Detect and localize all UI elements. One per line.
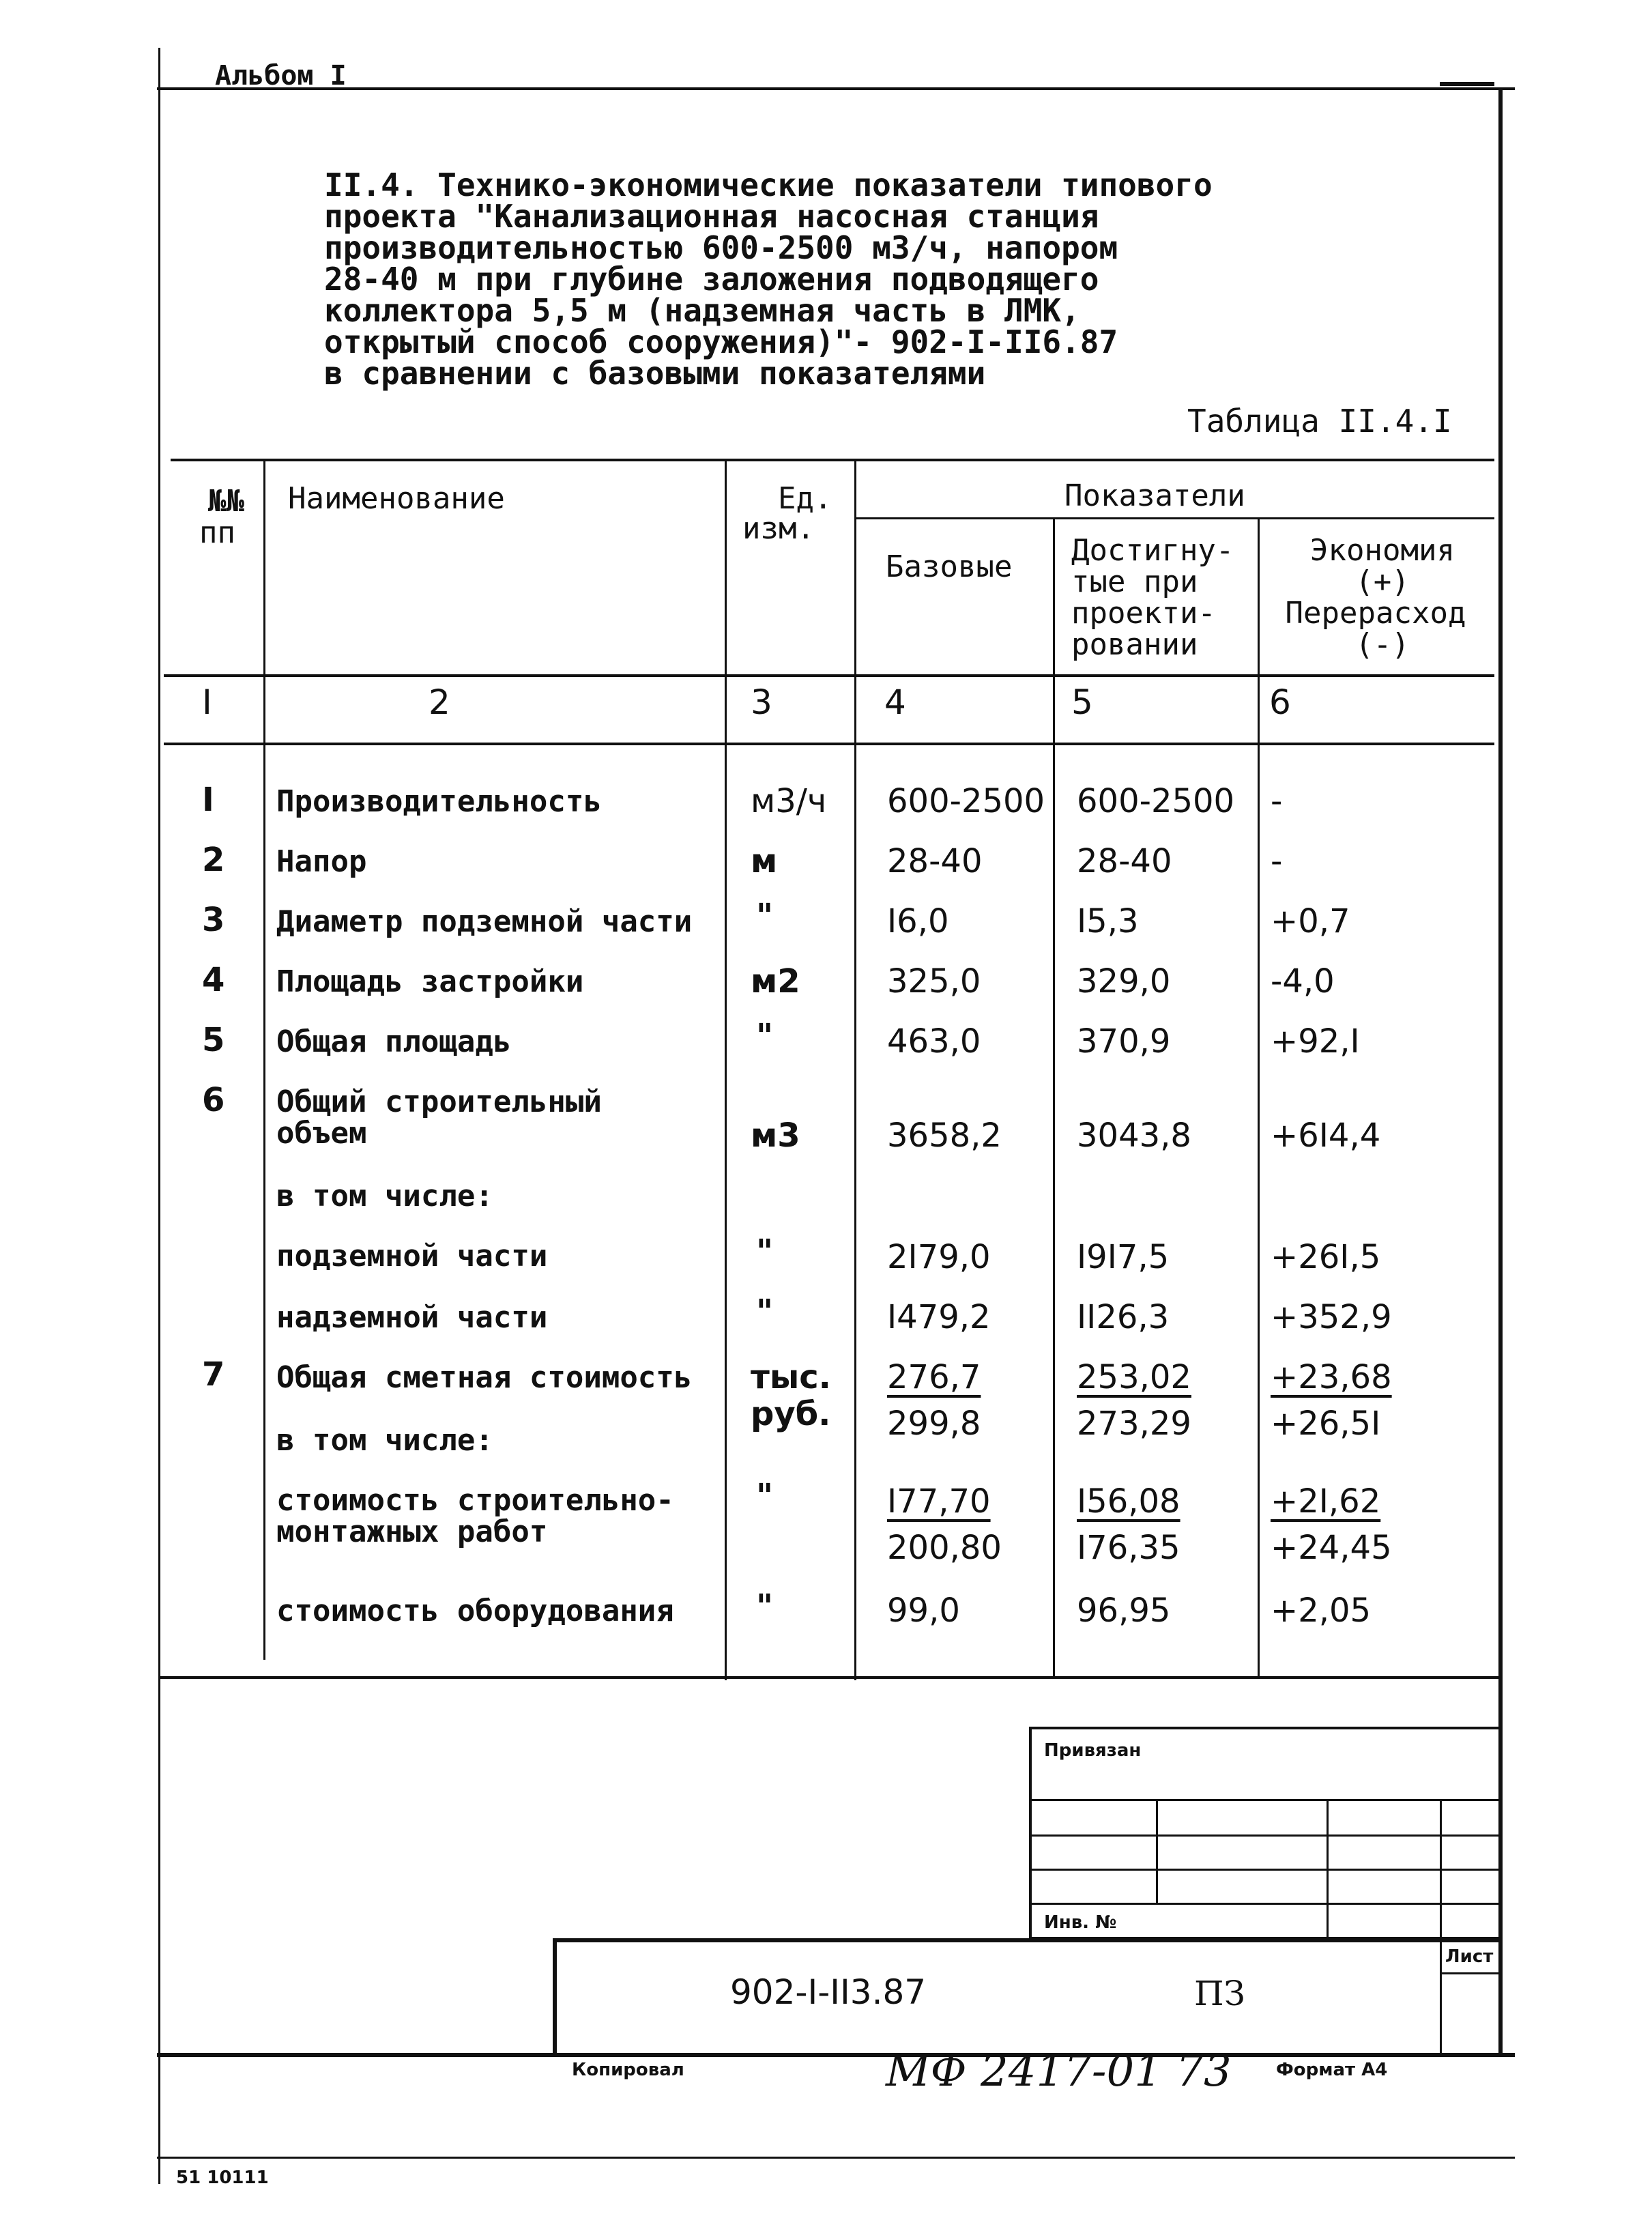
row-unit: ": [756, 1233, 774, 1271]
col-divider-3: [854, 459, 856, 1680]
col-number: 6: [1269, 682, 1291, 722]
row-name: в том числе:: [276, 1423, 493, 1458]
row-unit: м2: [751, 962, 800, 1001]
stamp-vline: [1440, 1799, 1442, 1940]
row-achieved: 370,9: [1077, 1022, 1171, 1061]
stamp-line: [1029, 1834, 1500, 1837]
header-economy-line: Экономия: [1310, 533, 1455, 568]
row-econ: +0,7: [1271, 902, 1350, 940]
row-base: 600-2500: [887, 782, 1045, 820]
row-econ: -: [1271, 782, 1283, 820]
col-divider-2: [725, 459, 727, 1680]
row-achieved: I9I7,5: [1077, 1238, 1170, 1276]
header-achieved-line: тые при: [1071, 564, 1198, 599]
stamp-vline: [1156, 1799, 1158, 1904]
frame-bottom-outer: [157, 2157, 1515, 2159]
row-achieved: I56,08: [1077, 1482, 1180, 1521]
col-number: 2: [429, 682, 450, 722]
stamp-vline: [1327, 1799, 1329, 1940]
row-econ: +23,68: [1271, 1358, 1392, 1396]
col-divider-5: [1258, 519, 1260, 1679]
bottom-code: 51 10111: [176, 2168, 269, 2188]
row-unit: м3: [751, 1117, 800, 1155]
row-base: 299,8: [887, 1405, 981, 1443]
stamp-line: [1029, 1869, 1500, 1871]
row-number: 4: [202, 961, 225, 999]
row-achieved: 273,29: [1077, 1405, 1191, 1443]
row-econ: +352,9: [1271, 1298, 1392, 1336]
header-achieved-line: проекти-: [1071, 596, 1216, 631]
row-achieved: 3043,8: [1077, 1117, 1191, 1155]
row-name: Производительность: [276, 784, 602, 819]
row-name: стоимость оборудования: [276, 1594, 674, 1628]
row-number: 7: [202, 1355, 225, 1394]
stamp-inv-label: Инв. №: [1044, 1912, 1117, 1933]
header-unit-1: Ед.: [778, 481, 832, 516]
section-title: [324, 167, 1348, 392]
row-number: 6: [202, 1081, 225, 1119]
table-bottom-line: [158, 1676, 1501, 1679]
row-number: 3: [202, 901, 225, 939]
row-base: I77,70: [887, 1482, 991, 1521]
header-achieved: [1071, 535, 1234, 661]
row-base: I479,2: [887, 1298, 991, 1336]
row-base: 99,0: [887, 1592, 960, 1630]
row-base: 2I79,0: [887, 1238, 991, 1276]
stamp-line: [1029, 1799, 1500, 1801]
album-label: Альбом I: [215, 60, 347, 91]
row-econ: +24,45: [1271, 1529, 1392, 1567]
row-name-cont: монтажных работ: [276, 1514, 548, 1549]
header-num: №№: [208, 484, 244, 519]
row-achieved: I5,3: [1077, 902, 1139, 940]
title-line: II.4. Технико-экономические показатели типового: [324, 167, 1213, 203]
stamp-section: ПЗ: [1194, 1974, 1245, 2013]
row-econ: +26I,5: [1271, 1238, 1381, 1276]
stamp-sheet-label: Лист: [1445, 1946, 1494, 1967]
colnum-bottom-line: [164, 743, 1494, 745]
row-unit: ": [756, 1293, 774, 1331]
title-line: 28-40 м при глубине заложения подводящего: [324, 261, 1099, 298]
table-top-line: [171, 459, 1494, 461]
header-economy-line: (+): [1355, 564, 1410, 599]
row-achieved: 28-40: [1077, 842, 1172, 880]
row-name-cont: объем: [276, 1116, 367, 1151]
page-corner-mark: [1440, 66, 1494, 86]
stamp-privyazan-label: Привязан: [1044, 1740, 1142, 1761]
header-indicators: Показатели: [1064, 478, 1245, 513]
row-achieved: II26,3: [1077, 1298, 1170, 1336]
row-name: Общая сметная стоимость: [276, 1360, 693, 1395]
row-unit: ": [756, 1017, 774, 1055]
handwritten-code: МФ 2417-01 73: [886, 2046, 1232, 2097]
row-achieved: I76,35: [1077, 1529, 1180, 1567]
row-unit: ": [756, 1477, 774, 1515]
header-bottom-line: [164, 674, 1494, 677]
row-base: 276,7: [887, 1358, 981, 1396]
col-number: 5: [1071, 682, 1093, 722]
row-name: Общая площадь: [276, 1024, 512, 1059]
stamp-sheet-divider: [1440, 1938, 1442, 2054]
header-num-2: пп: [199, 515, 235, 550]
copy-label: Копировал: [572, 2060, 684, 2080]
row-unit: м3/ч: [751, 782, 827, 820]
header-economy: [1280, 535, 1485, 661]
row-name: стоимость строительно-: [276, 1483, 674, 1518]
row-base: 3658,2: [887, 1117, 1002, 1155]
row-unit: ": [756, 1587, 774, 1626]
header-base: Базовые: [886, 549, 1013, 584]
row-unit: м: [751, 842, 778, 880]
row-econ: +2,05: [1271, 1592, 1372, 1630]
row-econ: +26,5I: [1271, 1405, 1381, 1443]
title-line: коллектора 5,5 м (надземная часть в ЛМК,: [324, 292, 1080, 329]
row-name: в том числе:: [276, 1179, 493, 1213]
row-achieved: 600-2500: [1077, 782, 1235, 820]
format-label: Формат А4: [1276, 2060, 1388, 2080]
header-achieved-line: ровании: [1071, 627, 1198, 662]
row-name: Площадь застройки: [276, 964, 584, 999]
row-number: I: [202, 781, 214, 819]
row-base: 325,0: [887, 962, 981, 1001]
row-unit: руб.: [751, 1395, 831, 1433]
col-number: I: [202, 682, 212, 722]
row-name: Напор: [276, 844, 367, 879]
row-achieved: 329,0: [1077, 962, 1171, 1001]
row-achieved: 253,02: [1077, 1358, 1191, 1396]
row-econ: +92,I: [1271, 1022, 1360, 1061]
header-economy-line: Перерасход: [1285, 596, 1466, 631]
header-economy-line: (-): [1355, 627, 1410, 662]
header-unit-2: изм.: [742, 511, 815, 546]
col-number: 4: [884, 682, 906, 722]
header-achieved-line: Достигну-: [1071, 533, 1234, 568]
frame-top: [157, 87, 1515, 90]
row-econ: -4,0: [1271, 962, 1335, 1001]
row-base: 28-40: [887, 842, 983, 880]
row-base: 463,0: [887, 1022, 981, 1061]
row-econ: +2I,62: [1271, 1482, 1381, 1521]
row-econ: +6I4,4: [1271, 1117, 1381, 1155]
stamp-line: [1029, 1903, 1500, 1905]
header-name: Наименование: [288, 481, 505, 516]
row-number: 2: [202, 841, 225, 879]
title-line: в сравнении с базовыми показателями: [324, 355, 986, 392]
col-divider-4: [1053, 519, 1055, 1679]
frame-left: [158, 48, 160, 2184]
row-name: Общий строительный: [276, 1084, 602, 1119]
stamp-code: 902-I-II3.87: [730, 1972, 927, 2012]
col-divider-1: [263, 459, 265, 1660]
row-base: 200,80: [887, 1529, 1002, 1567]
row-econ: -: [1271, 842, 1283, 880]
row-unit: ": [756, 897, 774, 935]
stamp-sheet-line: [1440, 1972, 1501, 1974]
row-name: Диаметр подземной части: [276, 904, 693, 939]
row-achieved: 96,95: [1077, 1592, 1171, 1630]
title-line: производительностью 600-2500 м3/ч, напором: [324, 229, 1118, 266]
row-name: надземной части: [276, 1300, 548, 1335]
row-number: 5: [202, 1021, 225, 1059]
col-number: 3: [751, 682, 772, 722]
stamp-main-box: [553, 1938, 1501, 2056]
table-label: Таблица II.4.I: [1187, 403, 1452, 440]
indicators-underline: [856, 517, 1494, 519]
row-unit: тыс.: [751, 1358, 831, 1396]
title-line: открытый способ сооружения)"- 902-I-II6.87: [324, 323, 1118, 360]
row-base: I6,0: [887, 902, 949, 940]
title-line: проекта "Канализационная насосная станция: [324, 198, 1099, 235]
row-name: подземной части: [276, 1239, 548, 1274]
